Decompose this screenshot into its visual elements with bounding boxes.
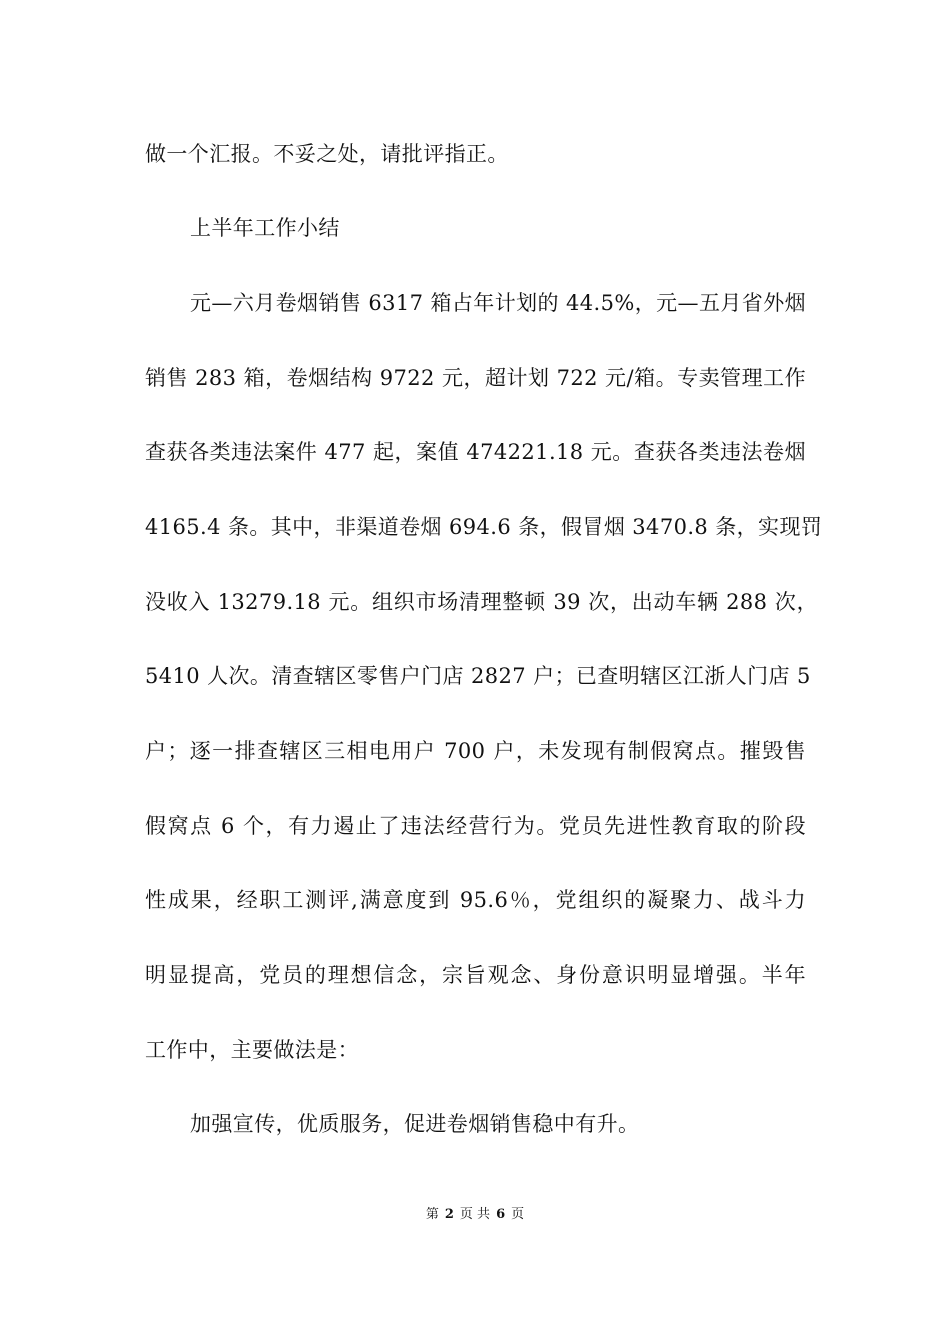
- footer-current-page: 2: [444, 1207, 454, 1222]
- text-line-10: 假窝点 6 个，有力遏止了违法经营行为。党员先进性教育取的阶段: [145, 814, 806, 838]
- text-line-1: 做一个汇报。不妥之处，请批评指正。: [145, 142, 509, 166]
- text-line-9: 户；逐一排查辖区三相电用户 700 户，未发现有制假窝点。摧毁售: [145, 739, 806, 763]
- text-line-8: 5410 人次。清查辖区零售户门店 2827 户；已查明辖区江浙人门店 5: [145, 664, 811, 688]
- text-line-6: 4165.4 条。其中，非渠道卷烟 694.6 条，假冒烟 3470.8 条，实现罚: [145, 515, 823, 539]
- text-line-5: 查获各类违法案件 477 起，案值 474221.18 元。查获各类违法卷烟: [145, 440, 806, 464]
- text-line-14: 加强宣传，优质服务，促进卷烟销售稳中有升。: [190, 1112, 640, 1136]
- text-line-7: 没收入 13279.18 元。组织市场清理整顿 39 次，出动车辆 288 次，: [145, 590, 818, 614]
- text-line-11: 性成果，经职工测评,满意度到 95.6％，党组织的凝聚力、战斗力: [145, 888, 806, 912]
- page-footer: [0, 1206, 950, 1224]
- text-line-13: 工作中，主要做法是：: [145, 1038, 359, 1062]
- section-heading: 上半年工作小结: [190, 216, 340, 240]
- text-line-3: 元—六月卷烟销售 6317 箱占年计划的 44.5%，元—五月省外烟: [190, 291, 806, 315]
- footer-suffix: 页: [511, 1207, 525, 1222]
- footer-total-pages: 6: [496, 1207, 506, 1222]
- footer-middle: 页 共: [459, 1207, 491, 1222]
- text-line-4: 销售 283 箱，卷烟结构 9722 元，超计划 722 元/箱。专卖管理工作: [145, 366, 806, 390]
- text-line-12: 明显提高，党员的理想信念，宗旨观念、身份意识明显增强。半年: [145, 963, 806, 987]
- footer-prefix: 第: [425, 1207, 439, 1222]
